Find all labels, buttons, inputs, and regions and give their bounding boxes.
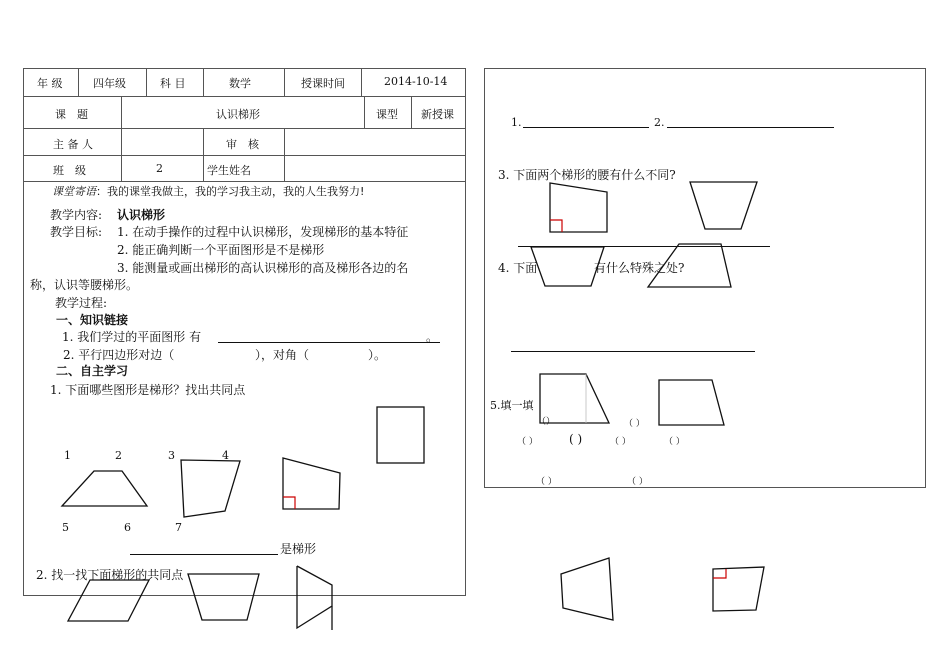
self-study-question-2: 2. 找一找下面梯形的共同点 xyxy=(36,568,184,582)
content-value: 认识梯形 xyxy=(117,208,166,222)
grade-label: 年 级 xyxy=(37,77,63,90)
content-label: 教学内容: xyxy=(50,208,103,222)
question-5: 5.填一填 xyxy=(490,399,534,412)
right-angle-mark xyxy=(283,497,295,509)
shape-inverted-trapezoid-q4 xyxy=(531,247,604,286)
fill-paren-5: （ ） xyxy=(536,477,557,487)
shape-number-3: 3 xyxy=(168,449,175,462)
shape-partial-trapezoid xyxy=(297,566,332,628)
goal-1: 1. 在动手操作的过程中认识梯形，发现梯形的基本特征 xyxy=(117,225,409,239)
goal-3-continued: 称，认识等腰梯形。 xyxy=(30,278,139,292)
preparer-label: 主 备 人 xyxy=(53,138,93,151)
motto-text: ：我的课堂我做主，我的学习我主动，我的人生我努力! xyxy=(96,185,365,198)
question-4-part-a: 4. 下面 xyxy=(498,261,538,275)
shape-trapezoid-q5 xyxy=(659,380,724,425)
fill-paren-big: ( ) xyxy=(569,432,583,446)
right-angle-mark xyxy=(550,220,562,232)
fill-paren-4: （ ） xyxy=(664,437,685,447)
time-value: 2014-10-14 xyxy=(384,75,448,88)
shape-number-2: 2 xyxy=(115,449,122,462)
shape-number-7: 7 xyxy=(175,521,182,534)
grade-value: 四年级 xyxy=(93,77,126,90)
shape-trapezoid-1 xyxy=(62,471,147,506)
class-value: 2 xyxy=(156,162,163,175)
review-label: 审 核 xyxy=(226,138,259,151)
topic-label: 课 题 xyxy=(55,108,88,121)
shape-number-1: 1 xyxy=(64,449,71,462)
subject-label: 科 目 xyxy=(160,77,186,90)
question-2-part-b: ），对角（ xyxy=(255,348,310,362)
shape-number-5: 5 xyxy=(62,521,69,534)
type-label: 课型 xyxy=(376,108,398,121)
self-study-question-1: 1. 下面哪些图形是梯形？找出共同点 xyxy=(50,383,246,397)
shape-right-trapezoid-q3 xyxy=(550,183,607,232)
shape-right-trapezoid-bottom xyxy=(713,567,764,611)
shape-isosceles-trapezoid xyxy=(188,574,259,620)
motto-label: 课堂寄语 xyxy=(52,185,96,198)
question-1: 1. 我们学过的平面图形 有 xyxy=(62,330,202,344)
shape-number-6: 6 xyxy=(124,521,131,534)
student-name-label: 学生姓名 xyxy=(207,164,251,177)
shape-square xyxy=(377,407,424,463)
shape-parallelogram xyxy=(68,580,149,621)
question-2-part-c: ）。 xyxy=(368,348,387,362)
question-3: 3. 下面两个梯形的腰有什么不同? xyxy=(498,168,676,182)
shape-trapezoid-bottom xyxy=(561,558,613,620)
section-knowledge-link: 一、知识链接 xyxy=(56,313,129,327)
shape-trapezoid-q4 xyxy=(648,244,731,287)
shape-isosceles-trapezoid-q3 xyxy=(690,182,757,229)
shape-number-4: 4 xyxy=(222,449,229,462)
type-value: 新授课 xyxy=(421,108,454,121)
fill-paren-2: （ ） xyxy=(610,437,631,447)
fill-paren-6: （ ） xyxy=(627,477,648,487)
fill-paren-small: （） xyxy=(537,417,556,427)
class-label: 班 级 xyxy=(53,164,86,177)
shape-right-trapezoid-q5 xyxy=(540,374,609,423)
blank-2-label: 2. xyxy=(654,116,665,129)
fill-paren-1: （ ） xyxy=(517,437,538,447)
right-angle-mark xyxy=(713,569,726,578)
goal-2: 2. 能正确判断一个平面图形是不是梯形 xyxy=(117,243,325,257)
blank-1-label: 1. xyxy=(511,116,522,129)
goals-label: 教学目标: xyxy=(50,225,103,239)
shape-right-trapezoid-4 xyxy=(283,458,340,509)
subject-value: 数学 xyxy=(229,77,251,90)
section-self-study: 二、自主学习 xyxy=(56,364,129,378)
is-trapezoid-text: 是梯形 xyxy=(280,542,317,556)
goal-3: 3. 能测量或画出梯形的高认识梯形的高及梯形各边的名 xyxy=(117,261,409,275)
shape-quadrilateral-3 xyxy=(181,460,240,517)
question-2-part-a: 2. 平行四边形对边（ xyxy=(63,348,175,362)
question-1-end: 。 xyxy=(426,330,439,344)
topic-value: 认识梯形 xyxy=(216,108,260,121)
time-label: 授课时间 xyxy=(301,77,345,90)
fill-paren-3: （ ） xyxy=(624,419,645,429)
question-4-part-b: 有什么特殊之处? xyxy=(594,261,685,275)
process-label: 教学过程: xyxy=(55,296,108,310)
